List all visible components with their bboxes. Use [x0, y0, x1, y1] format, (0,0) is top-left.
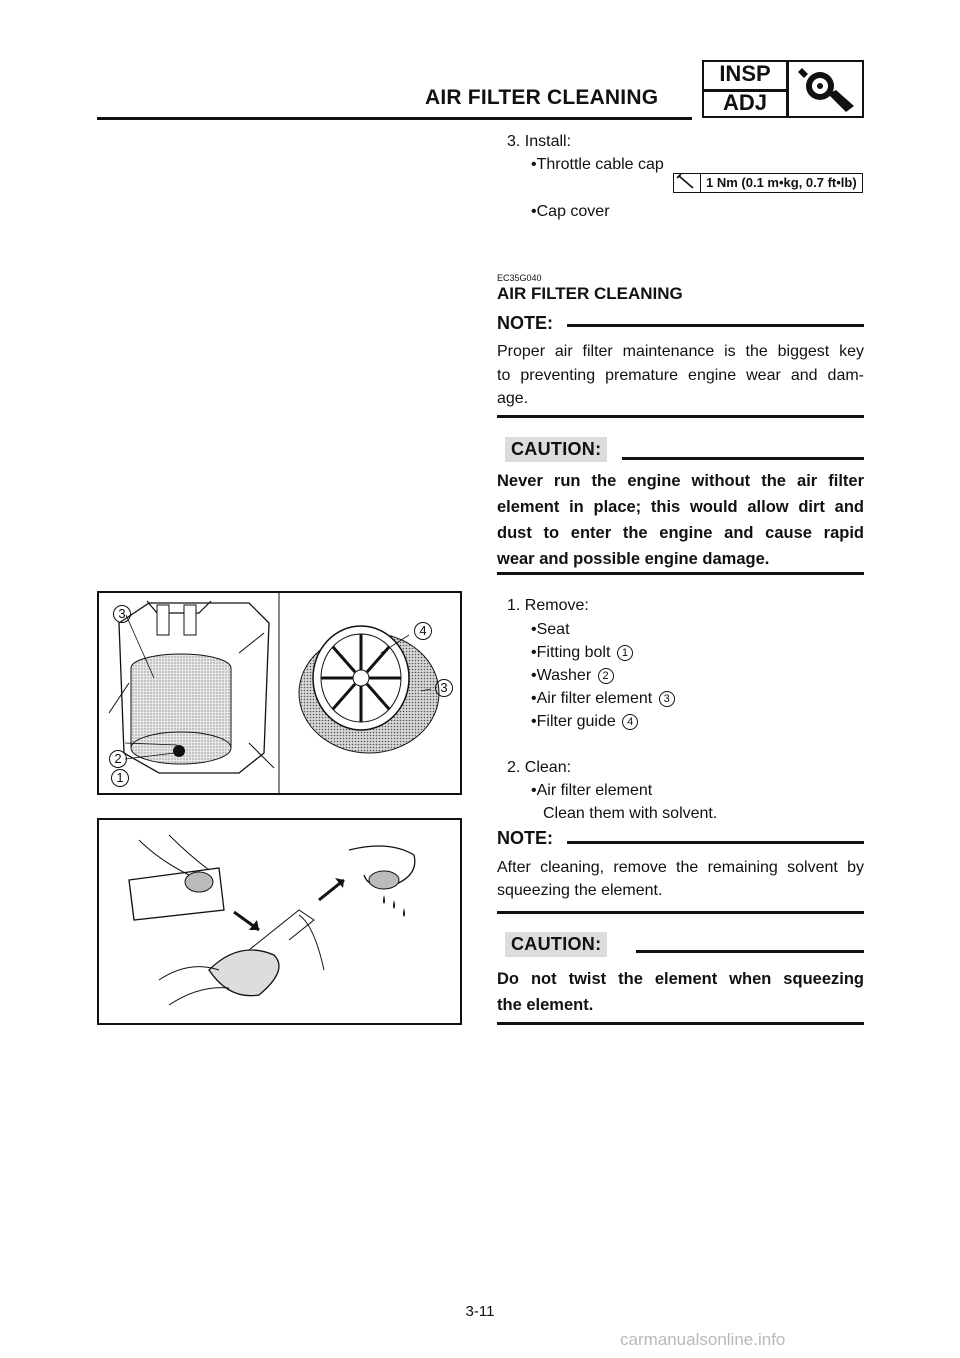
callout-3: 3 — [113, 605, 131, 623]
install-item-throttle: • Throttle cable cap — [531, 153, 664, 177]
caution-text: element in place; this would allow dirt and — [497, 498, 864, 516]
remove-item: • Seat — [531, 618, 570, 642]
header-rule — [97, 117, 692, 120]
torque-value: 1 Nm (0.1 m•kg, 0.7 ft•lb) — [706, 175, 857, 190]
figure-cleaning-steps — [97, 818, 462, 1025]
remove-item: • Washer 2 — [531, 664, 614, 688]
caution-label: CAUTION: — [505, 932, 607, 957]
caution-text: wear and possible engine damage. — [497, 550, 770, 568]
note-text: to preventing premature engine wear and dam- — [497, 367, 864, 384]
clean-item: • Air filter element — [531, 779, 652, 803]
note-text: After cleaning, remove the remaining solvent by — [497, 859, 864, 876]
figure-air-filter-removal — [97, 591, 462, 795]
caution-text: Never run the engine without the air filter — [497, 472, 864, 490]
note-text: squeezing the element. — [497, 882, 663, 899]
callout-1: 1 — [111, 769, 129, 787]
callout-3b: 3 — [435, 679, 453, 697]
badge-adj: ADJ — [722, 90, 767, 115]
torque-wrench-icon — [674, 174, 701, 192]
note-label: NOTE: — [497, 828, 553, 848]
section-badge — [702, 60, 864, 118]
torque-spec — [673, 173, 863, 193]
section-title: AIR FILTER CLEANING — [497, 284, 683, 303]
callout-4: 4 — [414, 622, 432, 640]
page-title: AIR FILTER CLEANING — [425, 86, 659, 109]
note-text: Proper air filter maintenance is the biggest key — [497, 343, 864, 360]
wrench-gauge-icon — [792, 66, 860, 114]
watermark: carmanualsonline.info — [620, 1330, 786, 1349]
callout-2: 2 — [109, 750, 127, 768]
caution-text: dust to enter the engine and cause rapid — [497, 524, 864, 542]
note-label: NOTE: — [497, 313, 553, 333]
remove-item: • Fitting bolt 1 — [531, 641, 633, 665]
caution-label: CAUTION: — [505, 437, 607, 462]
badge-insp: INSP — [719, 61, 771, 86]
caution-text: Do not twist the element when squeezing — [497, 970, 864, 988]
filter-illustration — [99, 593, 460, 793]
install-step: 3. Install: — [507, 133, 572, 150]
cleaning-illustration — [99, 820, 460, 1023]
section-code: EC35G040 — [497, 273, 542, 283]
remove-item: • Filter guide 4 — [531, 710, 638, 734]
clean-step: 2. Clean: — [507, 759, 572, 776]
caution-text: the element. — [497, 996, 594, 1014]
page-number: 3-11 — [465, 1303, 495, 1320]
install-item-cap: • Cap cover — [531, 200, 610, 224]
remove-item: • Air filter element 3 — [531, 687, 675, 711]
note-text: age. — [497, 390, 529, 407]
clean-text: Clean them with solvent. — [543, 805, 718, 822]
remove-step: 1. Remove: — [507, 597, 589, 614]
